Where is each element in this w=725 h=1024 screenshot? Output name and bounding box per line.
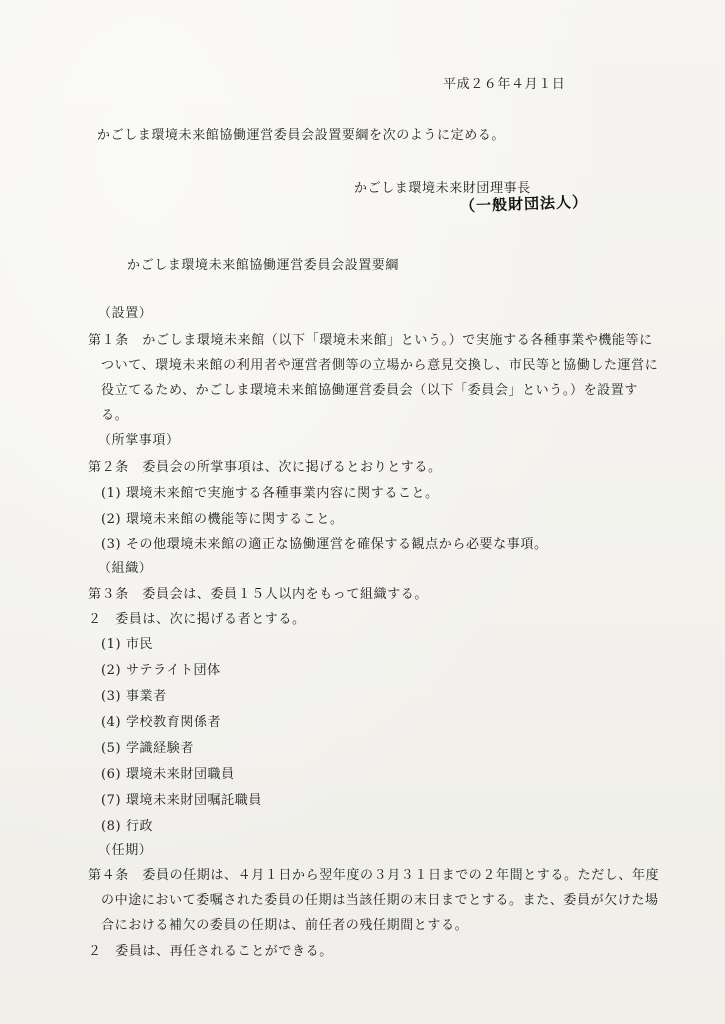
article-2-intro: 第２条 委員会の所掌事項は、次に掲げるとおりとする。: [88, 460, 442, 475]
article-1-line-4: る。: [101, 408, 129, 423]
handwritten-note: （一般財団法人）: [459, 192, 589, 216]
article-2-item-3: (3) その他環境未来館の適正な協働運営を確保する観点から必要な事項。: [101, 537, 548, 552]
article-3-item-6: (6) 環境未来財団職員: [101, 767, 235, 782]
article-4-line-3: 合における補欠の委員の任期は、前任者の残任期間とする。: [101, 918, 469, 933]
section-heading-jurisdiction: （所掌事項）: [98, 433, 180, 448]
document-date: 平成２６年４月１日: [443, 77, 566, 92]
article-4-line-2: の中途において委嘱された委員の任期は当該任期の末日までとする。また、委員が欠けた場: [101, 893, 659, 908]
article-1-line-3: 役立てるため、かごしま環境未来館協働運営委員会（以下「委員会」という。）を設置す: [101, 383, 638, 398]
article-1-line-1: 第１条 かごしま環境未来館（以下「環境未来館」という。）で実施する各種事業や機能等に: [88, 333, 653, 348]
article-4-paragraph-2: ２ 委員は、再任されることができる。: [88, 944, 333, 959]
article-3-item-4: (4) 学校教育関係者: [101, 715, 222, 730]
article-3-item-2: (2) サテライト団体: [101, 663, 221, 678]
article-3-paragraph-2: ２ 委員は、次に掲げる者とする。: [88, 612, 306, 627]
section-heading-establishment: （設置）: [98, 306, 153, 321]
article-3-item-5: (5) 学識経験者: [101, 741, 194, 756]
document-title: かごしま環境未来館協働運営委員会設置要綱: [127, 258, 400, 273]
section-heading-organization: （組織）: [98, 561, 153, 576]
article-3-item-7: (7) 環境未来財団嘱託職員: [101, 793, 262, 808]
article-2-item-2: (2) 環境未来館の機能等に関すること。: [101, 512, 344, 527]
article-3-item-3: (3) 事業者: [101, 689, 167, 704]
article-3-intro: 第３条 委員会は、委員１５人以内をもって組織する。: [88, 587, 429, 602]
article-2-item-1: (1) 環境未来館で実施する各種事業内容に関すること。: [101, 486, 439, 501]
article-3-item-1: (1) 市民: [101, 637, 154, 652]
preamble: かごしま環境未来館協働運営委員会設置要綱を次のように定める。: [97, 128, 506, 143]
article-4-line-1: 第４条 委員の任期は、４月１日から翌年度の３月３１日までの２年間とする。ただし、年度: [88, 868, 660, 883]
issuer-name: かごしま環境未来財団理事長: [354, 181, 531, 196]
section-heading-term: （任期）: [98, 843, 153, 858]
article-3-item-8: (8) 行政: [101, 819, 154, 834]
article-1-line-2: ついて、環境未来館の利用者や運営者側等の立場から意見交換し、市民等と協働した運営に: [101, 358, 659, 373]
